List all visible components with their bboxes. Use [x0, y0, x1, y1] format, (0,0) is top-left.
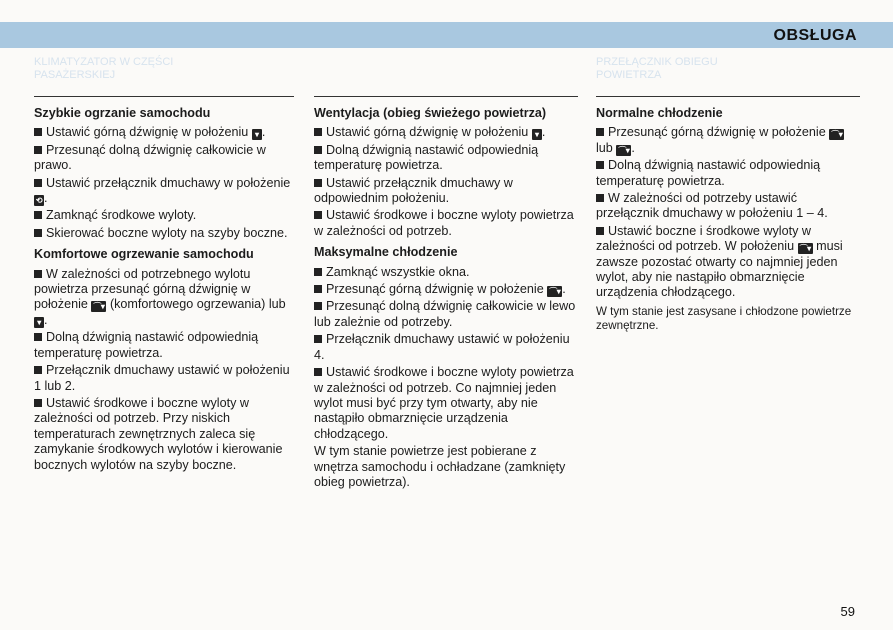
section-heading-max-cooling: Maksymalne chłodzenie	[314, 245, 458, 260]
square-bullet-icon	[34, 179, 42, 187]
header-band	[0, 22, 893, 48]
column-rule-2	[314, 96, 578, 97]
list-item: Przesunąć dolną dźwignię całkowicie w prawo.	[34, 142, 266, 173]
square-bullet-icon	[314, 368, 322, 376]
note-paragraph: W tym stanie jest zasysane i chłodzone powietrze zewnętrzne.	[596, 304, 852, 332]
square-bullet-icon	[314, 285, 322, 293]
list-item: Ustawić środkowe i boczne wyloty powietrza w zależności od potrzeb.	[314, 208, 574, 238]
square-bullet-icon	[314, 179, 322, 187]
list-item: Dolną dźwignią nastawić odpowiednią temperaturę powietrza.	[596, 158, 821, 188]
square-bullet-icon	[314, 128, 322, 136]
section-heading-normal-cooling: Normalne chłodzenie	[596, 106, 723, 120]
column-3	[596, 106, 862, 333]
floor-vent-icon: ▾	[532, 129, 542, 140]
list-item: Przesunąć dolną dźwignię całkowicie w lewo lub zależnie od potrzeby.	[314, 299, 576, 329]
column-2	[314, 106, 578, 492]
list-item: Dolną dźwignią nastawić odpowiednią temperaturę powietrza.	[314, 142, 539, 173]
windshield-floor-icon: ⌒▾	[93, 302, 105, 312]
floor-vent-icon: ▾	[34, 317, 44, 328]
windshield-floor-icon: ⌒▾	[618, 145, 630, 155]
square-bullet-icon	[314, 302, 322, 310]
ghost-heading-right: PRZEŁĄCZNIK OBIEGU POWIETRZA	[596, 56, 718, 81]
list-item: Zamknąć środkowe wyloty.	[34, 208, 296, 223]
list-item: Ustawić środkowe i boczne wyloty w zależności od potrzeb. Przy niskich temperaturach zewnętrznych zaleca się zamykanie środkowych wylotów i kierowanie bocznych wylotów na szyby boczne.	[34, 395, 283, 472]
list-item: Skierować boczne wyloty na szyby boczne.	[34, 226, 296, 241]
list-item: Przełącznik dmuchawy ustawić w położeniu 4.	[314, 332, 570, 362]
list-item: Ustawić górną dźwignię w położeniu ▾ .	[34, 125, 296, 140]
recirculation-icon: ⟲	[35, 196, 43, 206]
list-item: Ustawić przełącznik dmuchawy w położenie ⟲ .	[35, 175, 291, 206]
column-rule-1	[34, 96, 294, 97]
page-title: OBSŁUGA	[773, 27, 857, 44]
square-bullet-icon	[34, 229, 42, 237]
square-bullet-icon	[596, 161, 604, 169]
square-bullet-icon	[34, 211, 42, 219]
square-bullet-icon	[34, 333, 42, 341]
ghost-heading-left: KLIMATYZATOR W CZĘŚCI PASAŻERSKIEJ	[34, 56, 174, 81]
list-item: Przełącznik dmuchawy ustawić w położeniu 1 lub 2.	[34, 363, 290, 393]
floor-vent-icon: ▾	[252, 129, 262, 140]
square-bullet-icon	[596, 227, 604, 235]
list-item: Ustawić górną dźwignię w położeniu ▾ .	[314, 125, 578, 140]
page-number: 59	[840, 604, 855, 619]
square-bullet-icon	[596, 194, 604, 202]
list-item: Ustawić środkowe i boczne wyloty powietrza w zależności od potrzeb. Co najmniej jeden wylot musi być przy tym otwarty, aby nie nastąpiło obmarznięcie urządzenia chłodzącego.	[314, 365, 574, 441]
square-bullet-icon	[314, 211, 322, 219]
paragraph: W tym stanie powietrze jest pobierane z wnętrza samochodu i ochładzane (zamknięty obieg powietrza).	[314, 444, 566, 489]
list-item: Przesunąć górną dźwignię w położenie ⌒▾ .	[314, 282, 578, 297]
column-rule-3	[596, 96, 860, 97]
square-bullet-icon	[314, 335, 322, 343]
square-bullet-icon	[34, 270, 42, 278]
square-bullet-icon	[34, 366, 42, 374]
square-bullet-icon	[34, 146, 42, 154]
square-bullet-icon	[596, 128, 604, 136]
column-1	[34, 106, 296, 475]
section-heading-comfort-heating: Komfortowe ogrzewanie samochodu	[34, 247, 254, 262]
list-item: Dolną dźwignią nastawić odpowiednią temperaturę powietrza.	[34, 330, 259, 360]
section-heading-ventilation: Wentylacja (obieg świeżego powietrza)	[314, 106, 547, 120]
windshield-floor-icon: ⌒▾	[549, 287, 561, 297]
list-item: Ustawić boczne i środkowe wyloty w zależności od potrzeb. W położeniu ⌒▾ musi zawsze pozostać otwarty co najmniej jeden wylot, aby nie nastąpiło obmarznięcie urządzenia chłodzącego.	[596, 223, 843, 300]
square-bullet-icon	[314, 268, 322, 276]
list-item: W zależności od potrzebnego wylotu powietrza przesunąć górną dźwignię w położenie ⌒▾ (komfortowego ogrzewania) lub ▾ .	[34, 266, 286, 327]
square-bullet-icon	[314, 146, 322, 154]
square-bullet-icon	[34, 128, 42, 136]
list-item: Zamknąć wszystkie okna.	[314, 265, 578, 280]
list-item: Przesunąć górną dźwignię w położenie ⌒▾ lub ⌒▾ .	[596, 125, 843, 155]
windshield-floor-icon: ⌒▾	[799, 244, 811, 254]
list-item: Ustawić przełącznik dmuchawy w odpowiednim położeniu.	[314, 175, 513, 206]
section-heading-quick-heating: Szybkie ogrzanie samochodu	[34, 106, 211, 120]
square-bullet-icon	[34, 399, 42, 407]
windshield-floor-icon: ⌒▾	[831, 130, 843, 140]
list-item: W zależności od potrzeby ustawić przełącznik dmuchawy w położeniu 1 – 4.	[596, 191, 828, 221]
